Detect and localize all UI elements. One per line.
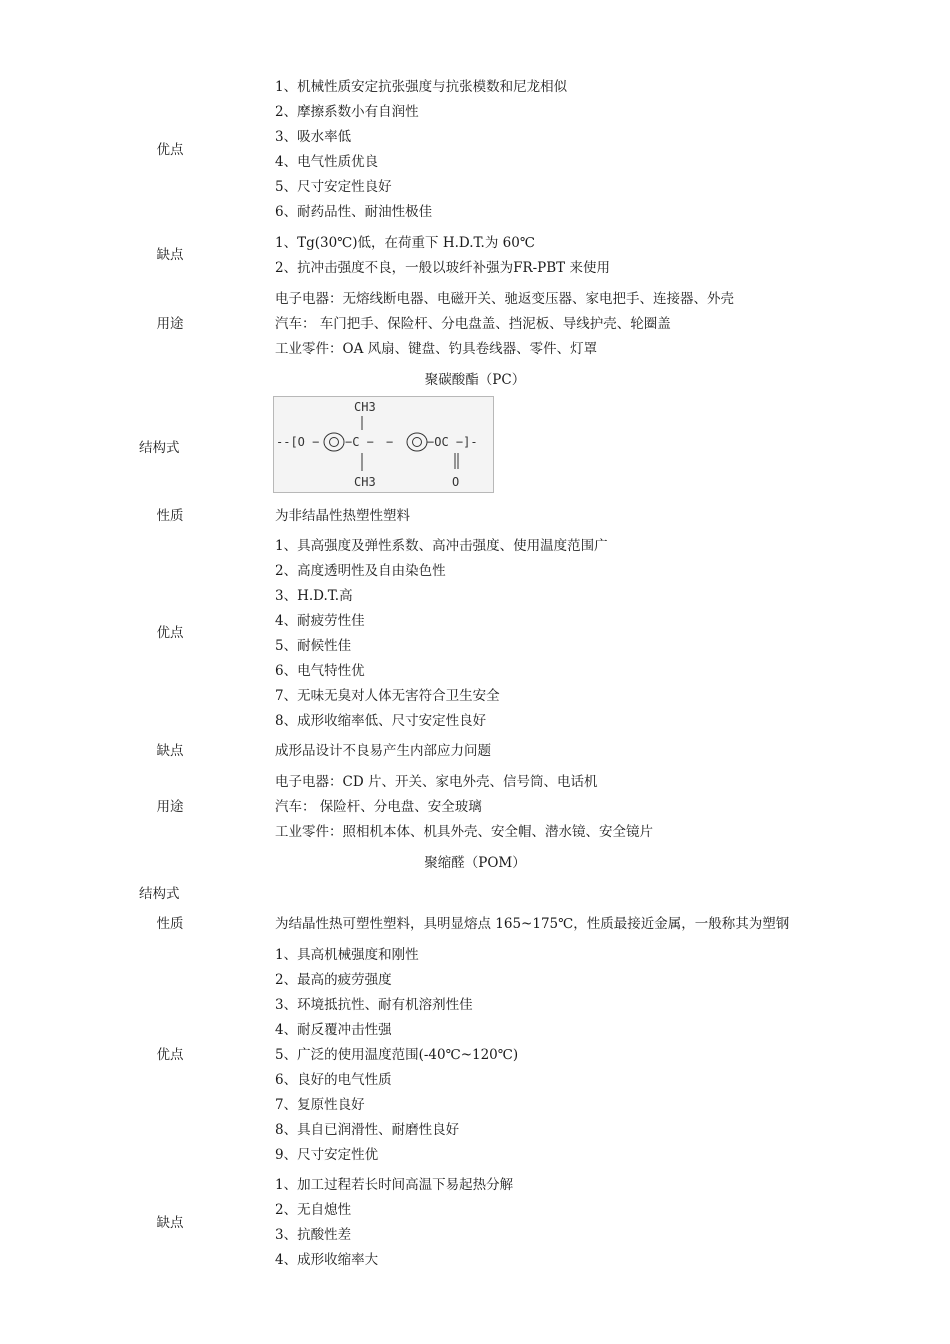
pc-disadvantage-text: 成形品设计不良易产生内部应力问题 <box>275 743 491 759</box>
pom-disadvantage-item: 4、成形收缩率大 <box>275 1252 379 1268</box>
pom-advantage-item: 6、良好的电气性质 <box>275 1072 392 1088</box>
pom-advantage-item: 5、广泛的使用温度范围(-40℃~120℃) <box>275 1047 519 1063</box>
pc-use-item: 汽车： 保险杆、分电盘、安全玻璃 <box>275 799 482 815</box>
pbt-use-item: 电子电器：无熔线断电器、电磁开关、驰返变压器、家电把手、连接器、外壳 <box>275 291 734 307</box>
formula-carbonyl-oxygen: O <box>452 475 460 489</box>
pc-section-title: 聚碳酸酯（PC） <box>424 372 526 388</box>
formula-left-bracket: --[O − <box>276 435 320 449</box>
pbt-disadvantage-item: 1、Tg(30℃)低，在荷重下 H.D.T.为 60℃ <box>275 235 535 251</box>
pc-advantage-item: 4、耐疲劳性佳 <box>275 613 365 629</box>
pom-advantage-item: 2、最高的疲劳强度 <box>275 972 392 988</box>
pc-structural-formula <box>273 396 494 493</box>
pc-property-text: 为非结晶性热塑性塑料 <box>275 508 410 524</box>
pom-disadvantage-item: 1、加工过程若长时间高温下易起热分解 <box>275 1177 514 1193</box>
pbt-use-item: 工业零件：OA 风扇、键盘、钓具卷线器、零件、灯罩 <box>275 341 598 357</box>
pbt-disadvantages-label: 缺点 <box>156 247 184 263</box>
pc-uses-label: 用途 <box>156 799 184 815</box>
pom-property-label: 性质 <box>156 916 184 932</box>
formula-dash: − <box>386 435 394 449</box>
pc-advantage-item: 6、电气特性优 <box>275 663 365 679</box>
pbt-use-item: 汽车： 车门把手、保险杆、分电盘盖、挡泥板、导线护壳、轮圈盖 <box>275 316 671 332</box>
pbt-advantage-item: 4、电气性质优良 <box>275 154 379 170</box>
pom-advantage-item: 1、具高机械强度和刚性 <box>275 947 419 963</box>
formula-ch3-top: CH3 <box>354 400 376 414</box>
pom-advantage-item: 4、耐反覆冲击性强 <box>275 1022 392 1038</box>
pom-advantage-item: 9、尺寸安定性优 <box>275 1147 379 1163</box>
pc-advantage-item: 2、高度透明性及自由染色性 <box>275 563 446 579</box>
pc-structure-label: 结构式 <box>139 440 180 456</box>
pc-advantage-item: 5、耐候性佳 <box>275 638 352 654</box>
formula-ch3-bottom: CH3 <box>354 475 376 489</box>
pbt-advantage-item: 5、尺寸安定性良好 <box>275 179 392 195</box>
pc-advantage-item: 7、无味无臭对人体无害符合卫生安全 <box>275 688 500 704</box>
pbt-disadvantage-item: 2、抗冲击强度不良，一般以玻纤补强为FR-PBT 来使用 <box>275 260 610 276</box>
pom-disadvantage-item: 2、无自熄性 <box>275 1202 352 1218</box>
pc-use-item: 电子电器：CD 片、开关、家电外壳、信号筒、电话机 <box>275 774 598 790</box>
pc-property-label: 性质 <box>156 508 184 524</box>
pc-advantage-item: 3、H.D.T.高 <box>275 588 353 604</box>
formula-carbonate: −OC −]- <box>427 435 478 449</box>
pbt-uses-label: 用途 <box>156 316 184 332</box>
pbt-advantage-item: 2、摩擦系数小有自润性 <box>275 104 419 120</box>
pbt-advantages-label: 优点 <box>156 142 184 158</box>
pom-advantages-label: 优点 <box>156 1047 184 1063</box>
pbt-advantage-item: 1、机械性质安定抗张强度与抗张模数和尼龙相似 <box>275 79 568 95</box>
formula-center-carbon: −C − <box>345 435 374 449</box>
pom-advantage-item: 7、复原性良好 <box>275 1097 365 1113</box>
pom-disadvantage-item: 3、抗酸性差 <box>275 1227 352 1243</box>
pom-advantage-item: 8、具自已润滑性、耐磨性良好 <box>275 1122 460 1138</box>
pom-advantage-item: 3、环境抵抗性、耐有机溶剂性佳 <box>275 997 473 1013</box>
pbt-advantage-item: 3、吸水率低 <box>275 129 352 145</box>
pc-advantages-label: 优点 <box>156 625 184 641</box>
pc-advantage-item: 1、具高强度及弹性系数、高冲击强度、使用温度范围广 <box>275 538 608 554</box>
pc-advantage-item: 8、成形收缩率低、尺寸安定性良好 <box>275 713 487 729</box>
pom-section-title: 聚缩醛（POM） <box>424 855 526 871</box>
pbt-advantage-item: 6、耐药品性、耐油性极佳 <box>275 204 433 220</box>
pc-disadvantages-label: 缺点 <box>156 743 184 759</box>
pom-property-text: 为结晶性热可塑性塑料，具明显熔点 165~175℃，性质最接近金属，一般称其为塑钢 <box>275 916 790 932</box>
pc-use-item: 工业零件：照相机本体、机具外壳、安全帽、潜水镜、安全镜片 <box>275 824 653 840</box>
pom-disadvantages-label: 缺点 <box>156 1215 184 1231</box>
pom-structure-label: 结构式 <box>139 886 180 902</box>
